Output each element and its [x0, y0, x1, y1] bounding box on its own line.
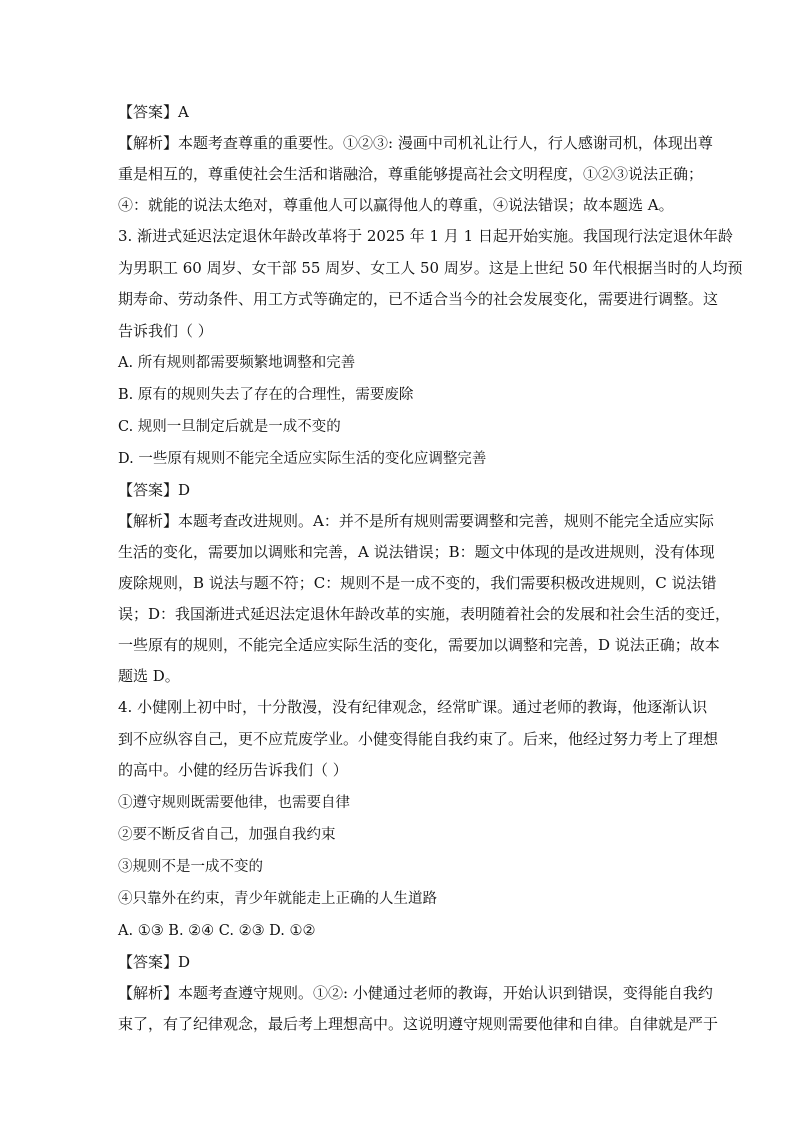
analysis-line: 【解析】本题考查遵守规则。①②: 小健通过老师的教诲，开始认识到错误，变得能自我约 — [118, 983, 713, 1002]
option-b: B. 原有的规则失去了存在的合理性，需要废除 — [118, 387, 414, 403]
question-4-line: 到不应纵容自己，更不应荒废学业。小健变得能自我约束了。后来，他经过努力考上了理想 — [118, 729, 719, 748]
option-c: C. 规则一旦制定后就是一成不变的 — [118, 419, 341, 435]
question-4-line: 的高中。小健的经历告诉我们（ ） — [118, 761, 348, 779]
analysis-line: 生活的变化，需要加以调账和完善，A 说法错误；B：题文中体现的是改进规则，没有体现 — [118, 543, 715, 561]
analysis-line: ④：就能的说法太绝对，尊重他人可以赢得他人的尊重，④说法错误；故本题选 A。 — [118, 196, 674, 214]
choice-options: A. ①③ B. ②④ C. ②③ D. ①② — [118, 922, 316, 939]
analysis-line: 【解析】本题考查尊重的重要性。①②③: 漫画中司机礼让行人，行人感谢司机，体现出尊 — [118, 134, 713, 152]
question-3-line: 期寿命、劳动条件、用工方式等确定的，已不适合当今的社会发展变化，需要进行调整。这 — [118, 290, 719, 308]
question-3-line: 3. 渐进式延迟法定退休年龄改革将于 2025 年 1 月 1 日起开始实施。我国现行法定退休年龄 — [118, 227, 733, 245]
document-page — [118, 97, 743, 1040]
statement-2: ②要不断反省自己，加强自我约束 — [118, 826, 336, 843]
option-a: A. 所有规则都需要频繁地调整和完善 — [118, 355, 356, 371]
analysis-line: 一些原有的规则，不能完全适应实际生活的变化，需要加以调整和完善，D 说法正确；故本 — [118, 636, 720, 654]
answer-label: 【答案】D — [118, 481, 191, 499]
question-3-line: 为男职工 60 周岁、女干部 55 周岁、女工人 50 周岁。这是上世纪 50 年代根据当时的人均预 — [118, 258, 743, 277]
statement-4: ④只靠外在约束，青少年就能走上正确的人生道路 — [118, 890, 437, 907]
answer-label: 【答案】D — [118, 952, 191, 971]
analysis-line: 束了，有了纪律观念，最后考上理想高中。这说明遵守规则需要他律和自律。自律就是严于 — [118, 1014, 719, 1033]
analysis-line: 误；D：我国渐进式延迟法定退休年龄改革的实施，表明随着社会的发展和社会生活的变迁， — [118, 605, 731, 623]
question-4-line: 4. 小健刚上初中时，十分散漫，没有纪律观念，经常旷课。通过老师的教诲，他逐渐认识 — [118, 698, 708, 716]
option-d: D. 一些原有规则不能完全适应实际生活的变化应调整完善 — [118, 451, 487, 467]
answer-label: 【答案】A — [118, 103, 189, 121]
statement-3: ③规则不是一成不变的 — [118, 858, 263, 875]
analysis-line: 废除规则，B 说法与题不符；C：规则不是一成不变的，我们需要积极改进规则，C 说法错 — [118, 574, 717, 592]
question-3-line: 告诉我们（ ） — [118, 321, 213, 340]
analysis-line: 【解析】本题考查改进规则。A：并不是所有规则需要调整和完善，规则不能完全适应实际 — [118, 512, 714, 530]
statement-1: ①遵守规则既需要他律，也需要自律 — [118, 794, 350, 811]
analysis-line: 重是相互的，尊重使社会生活和谐融洽，尊重能够提高社会文明程度，①②③说法正确； — [118, 165, 704, 183]
analysis-line: 题选 D。 — [118, 667, 180, 685]
